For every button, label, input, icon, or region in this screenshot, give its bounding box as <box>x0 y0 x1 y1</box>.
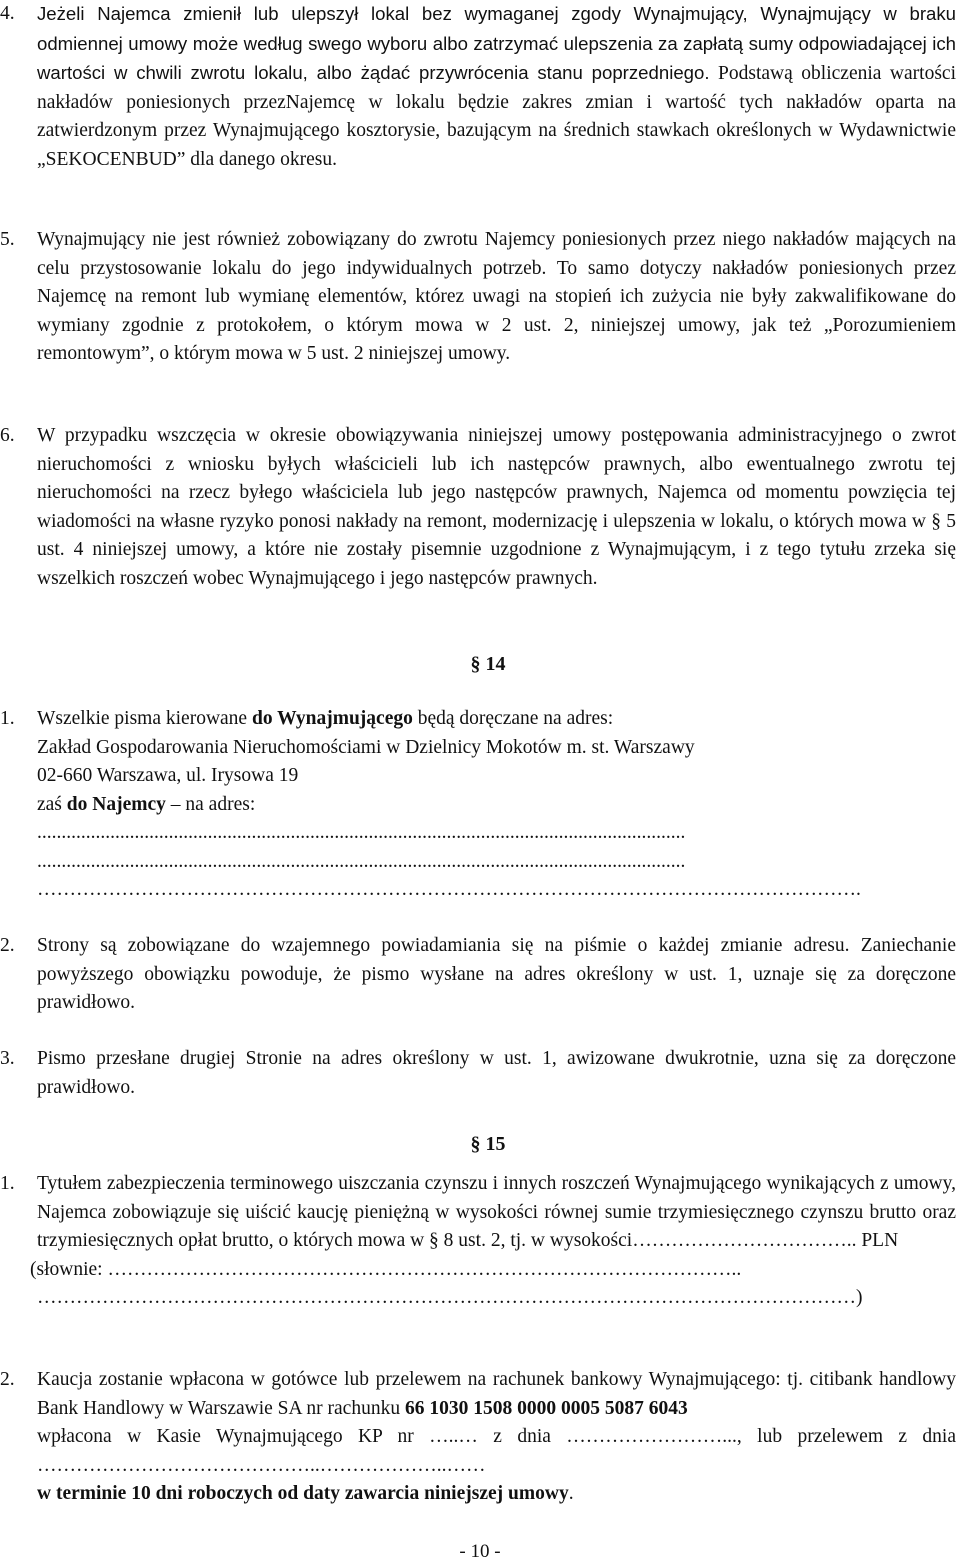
paragraph-text: Pismo przesłane drugiej Stronie na adres określony w ust. 1, awizowane dwukrotnie, uzna się za doręczone prawidłowo. <box>37 1048 956 1098</box>
paragraph-text <box>37 705 956 905</box>
address-blank-1: ..................................................................................................................................... <box>37 822 686 843</box>
paragraph-text: Kaucja zostanie wpłacona w gotówce lub przelewem na rachunek bankowy Wynajmującego: tj. citibank handlowy Bank Handlowy w Warszawie SA nr rachunku 66 1030 1508 0000 0005 5087 6043 <box>37 1369 956 1419</box>
paragraph-4 <box>0 0 956 174</box>
paragraph-number: 1. <box>0 708 15 729</box>
section-14-paragraph-2 <box>0 932 956 1018</box>
section-heading-14: § 14 <box>470 653 506 675</box>
paragraph-number: 3. <box>0 1048 15 1069</box>
address-line-1: Zakład Gospodarowania Nieruchomościami w Dzielnicy Mokotów m. st. Warszawy <box>37 736 695 758</box>
tenant-address-intro: zaś do Najemcy – na adres: <box>37 793 256 815</box>
payment-details: wpłacona w Kasie Wynajmującego KP nr …..… z dnia ……………………..., lub przelewem z dnia ……………………………………..………………..…… <box>37 1426 956 1476</box>
paragraph-text: Strony są zobowiązane do wzajemnego powiadamiania się na piśmie o każdej zmianie adresu. Zaniechanie powyższego obowiązku powoduje, że pismo wysłane na adres określony w ust. 1, uznaje się za doręczone prawidłowo. <box>37 935 956 1013</box>
section-15-paragraph-1 <box>0 1170 956 1313</box>
section-heading-15: § 15 <box>470 1133 506 1155</box>
paragraph-number: 6. <box>0 425 15 446</box>
amount-in-words-blank: ………………………………………………………………………………………………………………) <box>37 1287 863 1308</box>
paragraph-number: 1. <box>0 1173 15 1194</box>
paragraph-text: Tytułem zabezpieczenia terminowego uiszczania czynszu i innych roszczeń Wynajmującego wynikających z umowy, Najemca zobowiązuje się uiścić kaucję pieniężną w wysokości równej sumie trzymiesięcznego czynszu brutto oraz trzymiesięcznych opłat brutto, o których mowa w § 8 ust. 2, tj. w wysokości…………………………….. PLN <box>37 1173 956 1251</box>
payment-deadline: w terminie 10 dni roboczych od daty zawarcia niniejszej umowy. <box>37 1483 574 1504</box>
section-14-paragraph-3 <box>0 1045 956 1102</box>
section-15-paragraph-2 <box>0 1366 956 1509</box>
address-blank-3: ………………………………………………………………………………………………………………. <box>37 879 861 900</box>
paragraph-number: 2. <box>0 1369 15 1390</box>
paragraph-text <box>37 0 956 174</box>
amount-in-words-line: (słownie: …………………………………………………………………………………….. <box>30 1258 742 1280</box>
section-14-paragraph-1 <box>0 705 956 905</box>
paragraph-number: 2. <box>0 935 15 956</box>
bank-account-number: 66 1030 1508 0000 0005 5087 6043 <box>404 1397 688 1419</box>
page-number: - 10 - <box>459 1541 501 1562</box>
address-line-2: 02-660 Warszawa, ul. Irysowa 19 <box>37 765 299 786</box>
paragraph-text: W przypadku wszczęcia w okresie obowiązywania niniejszej umowy postępowania administracyjnego o zwrot nieruchomości z wniosku byłych właścicieli lub ich następców prawnych, albo ewentualnego zwrotu tej nieruchomości na rzecz byłego właściciela lub jego następców prawnych, Najemca od momentu powzięcia tej wiadomości na własne ryzyko ponosi nakłady na remont, modernizację i ulepszenia w lokalu, o których mowa w § 5 ust. 4 niniejszej umowy, a które nie zostały pisemnie uzgodnione z Wynajmującym, i z tego tytułu zrzeka się wszelkich roszczeń wobec Wynajmującego i jego następców prawnych. <box>37 425 956 589</box>
paragraph-5 <box>0 226 956 369</box>
paragraph-text-serif: Podstawą obliczenia wartości nakładów poniesionych przezNajemcę w lokalu będzie zakres zmian i wartość tych nakładów oparta na zatwierdzonym przez Wynajmującego kosztorysie, bazującym na średnich stawkach określonych w Wydawnictwie „SEKOCENBUD” dla danego okresu. <box>37 63 956 170</box>
address-intro: Wszelkie pisma kierowane do Wynajmującego będą doręczane na adres: <box>37 708 614 729</box>
paragraph-number: 5. <box>0 229 15 250</box>
paragraph-text-sans: Jeżeli Najemca zmienił lub ulepszył lokal bez wymaganej zgody Wynajmujący, Wynajmujący w braku odmiennej umowy może według swego wyboru albo zatrzymać ulepszenia za zapłatą sumy odpowiadającej ich wartości w chwili zwrotu lokalu, albo żądać przywrócenia stanu poprzedniego. <box>37 3 956 83</box>
paragraph-6 <box>0 422 956 593</box>
paragraph-text: Wynajmujący nie jest również zobowiązany do zwrotu Najemcy poniesionych przez niego nakładów mających na celu przystosowanie lokalu do jego indywidualnych potrzeb. To samo dotyczy nakładów poniesionych przez Najemcę na remont lub wymianę elementów, którez uwagi na stopień ich zużycia nie były zakwalifikowane do wymiany zgodnie z protokołem, o którym mowa w 2 ust. 2, niniejszej umowy, jak też „Porozumieniem remontowym”, o którym mowa w 5 ust. 2 niniejszej umowy. <box>37 229 956 364</box>
paragraph-number: 4. <box>0 3 15 24</box>
address-blank-2: ..................................................................................................................................... <box>37 850 686 872</box>
